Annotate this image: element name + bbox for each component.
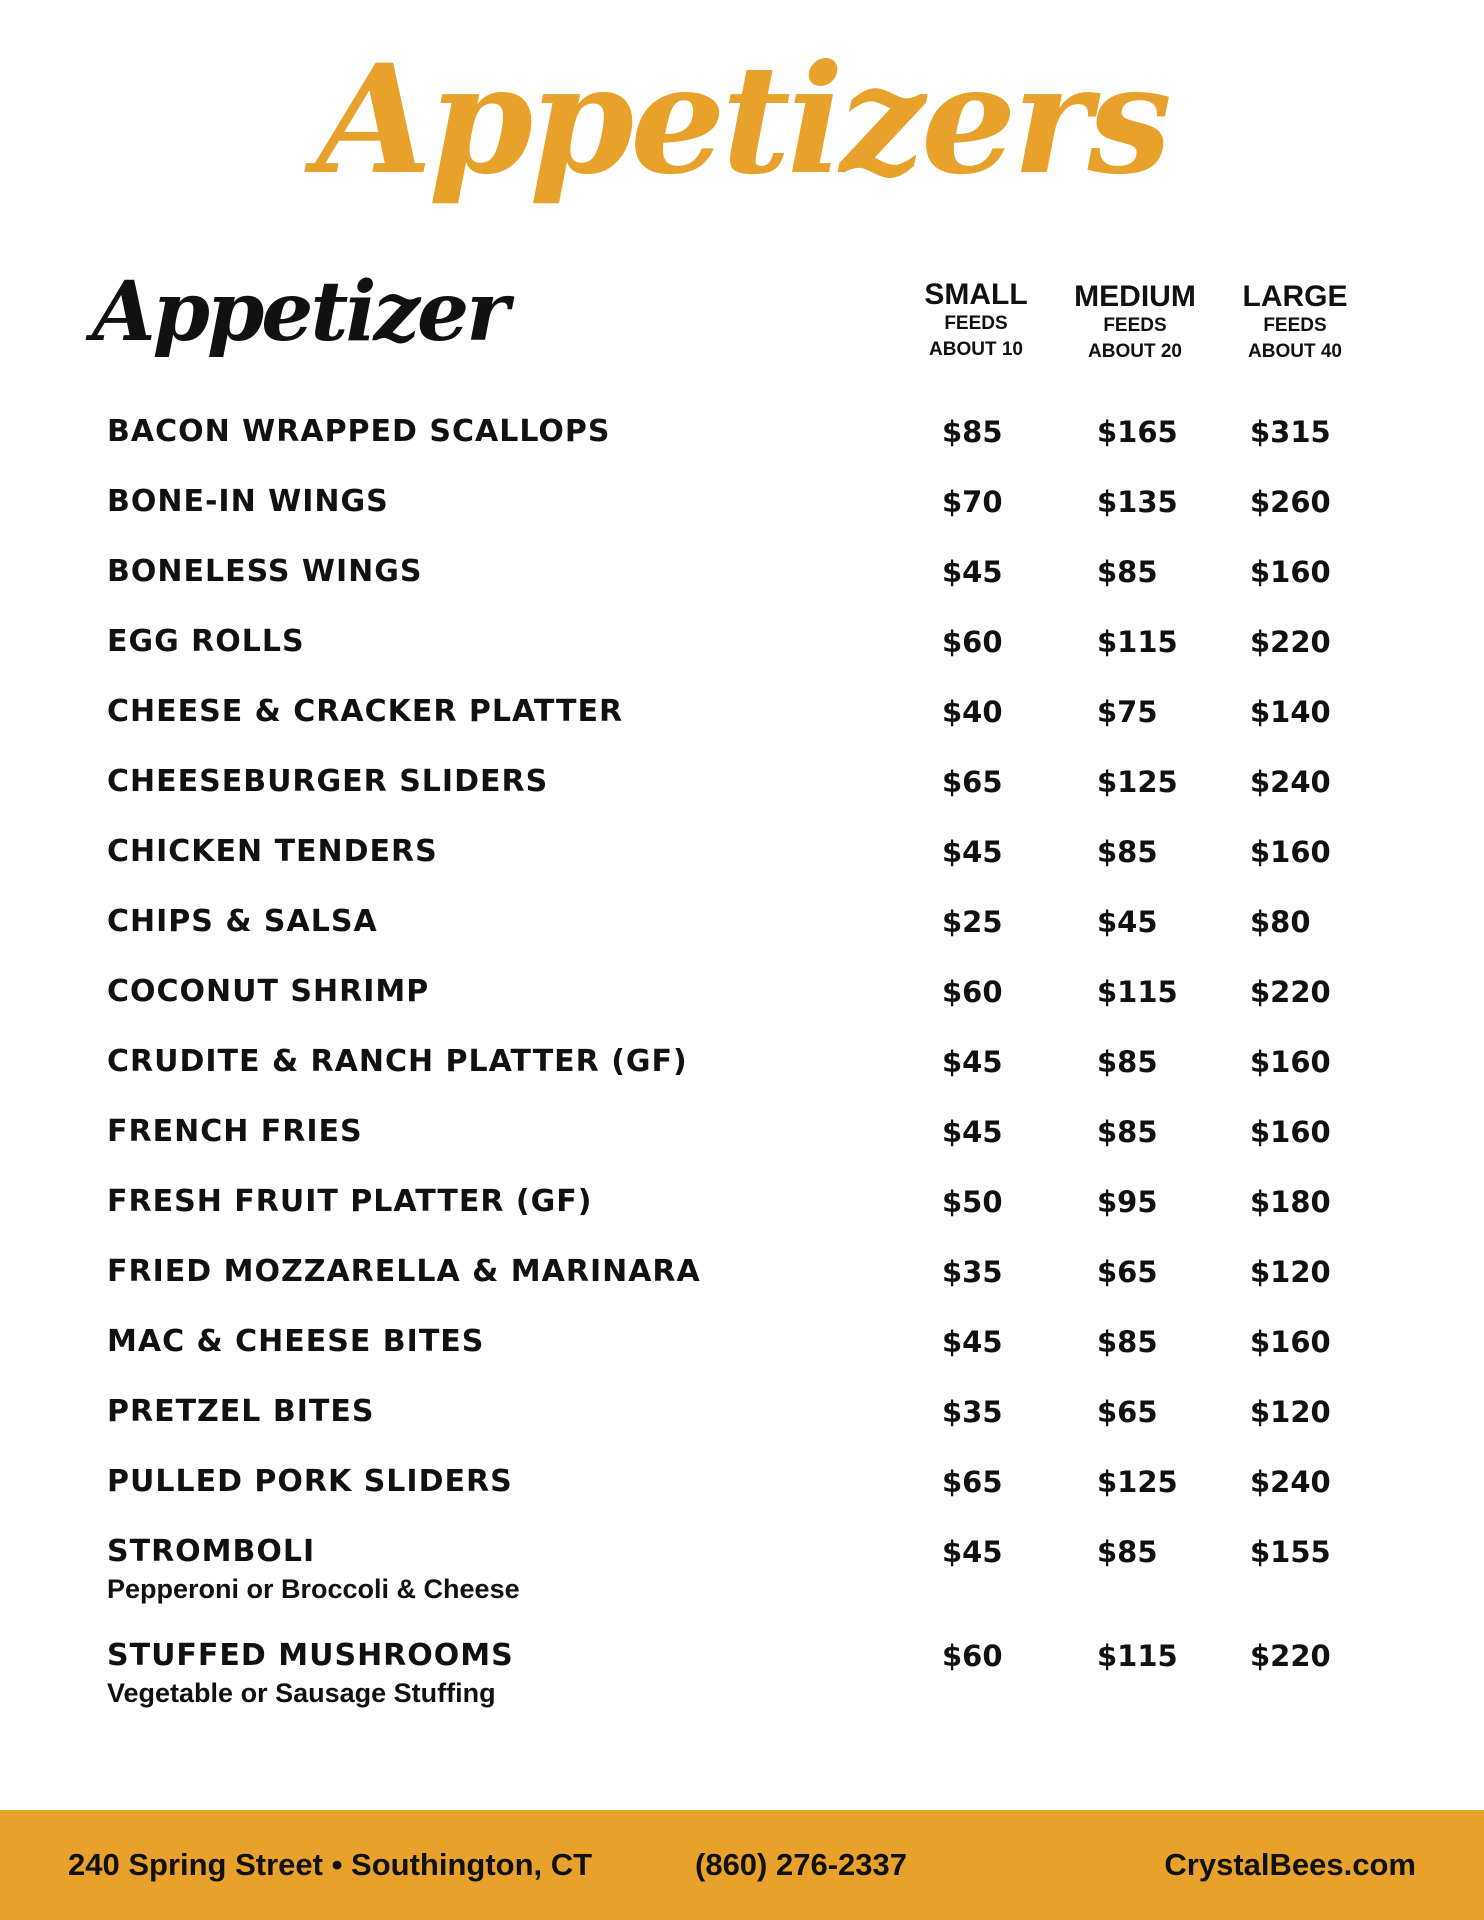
size-name: MEDIUM	[1074, 280, 1196, 313]
size-name: SMALL	[924, 278, 1028, 311]
price-small: $45	[942, 1535, 1003, 1569]
item-name: CRUDITE & RANCH PLATTER (GF)	[107, 1044, 688, 1079]
price-small: $45	[942, 555, 1003, 589]
size-feeds-label: FEEDS	[944, 313, 1008, 334]
price-large: $240	[1250, 1465, 1331, 1499]
menu-item-row	[0, 1532, 1484, 1604]
menu-item-row	[0, 1182, 1484, 1242]
price-small: $65	[942, 1465, 1003, 1499]
footer-phone[interactable]: (860) 276-2337	[695, 1847, 907, 1882]
price-medium: $85	[1097, 1045, 1158, 1079]
size-feeds-count: ABOUT 10	[929, 339, 1023, 360]
menu-item-row	[0, 1042, 1484, 1102]
item-description: Pepperoni or Broccoli & Cheese	[107, 1574, 520, 1604]
page-title: Appetizers	[316, 32, 1168, 208]
price-large: $160	[1250, 1325, 1331, 1359]
price-large: $160	[1250, 835, 1331, 869]
price-large: $220	[1250, 625, 1331, 659]
price-small: $45	[942, 1325, 1003, 1359]
item-name: STUFFED MUSHROOMS	[107, 1638, 514, 1673]
price-large: $120	[1250, 1395, 1331, 1429]
section-title: Appetizer	[92, 264, 507, 360]
price-medium: $85	[1097, 555, 1158, 589]
footer-bar	[0, 1810, 1484, 1920]
price-small: $25	[942, 905, 1003, 939]
price-small: $35	[942, 1255, 1003, 1289]
menu-item-row	[0, 762, 1484, 822]
price-small: $70	[942, 485, 1003, 519]
size-feeds-label: FEEDS	[1263, 315, 1327, 336]
menu-item-row	[0, 1462, 1484, 1522]
item-name: MAC & CHEESE BITES	[107, 1324, 485, 1359]
price-medium: $85	[1097, 1535, 1158, 1569]
footer-website-link[interactable]: CrystalBees.com	[1164, 1847, 1416, 1882]
price-medium: $45	[1097, 905, 1158, 939]
menu-item-row	[0, 1112, 1484, 1172]
price-large: $160	[1250, 555, 1331, 589]
menu-item-row	[0, 412, 1484, 472]
item-description: Vegetable or Sausage Stuffing	[107, 1678, 496, 1708]
footer-address: 240 Spring Street • Southington, CT	[68, 1847, 593, 1882]
price-large: $140	[1250, 695, 1331, 729]
menu-item-row	[0, 692, 1484, 752]
menu-item-row	[0, 902, 1484, 962]
price-small: $35	[942, 1395, 1003, 1429]
price-medium: $115	[1097, 625, 1178, 659]
price-small: $60	[942, 1639, 1003, 1673]
item-name: FRENCH FRIES	[107, 1114, 363, 1149]
item-name: EGG ROLLS	[107, 624, 305, 659]
menu-item-row	[0, 832, 1484, 892]
price-large: $160	[1250, 1045, 1331, 1079]
item-name: FRIED MOZZARELLA & MARINARA	[107, 1254, 701, 1289]
price-medium: $115	[1097, 975, 1178, 1009]
price-small: $45	[942, 835, 1003, 869]
price-large: $155	[1250, 1535, 1331, 1569]
price-medium: $65	[1097, 1395, 1158, 1429]
menu-item-row	[0, 1252, 1484, 1312]
price-large: $315	[1250, 415, 1331, 449]
price-medium: $95	[1097, 1185, 1158, 1219]
item-name: FRESH FRUIT PLATTER (GF)	[107, 1184, 593, 1219]
item-name: CHEESEBURGER SLIDERS	[107, 764, 549, 799]
price-small: $85	[942, 415, 1003, 449]
item-name: CHICKEN TENDERS	[107, 834, 438, 869]
menu-item-row	[0, 622, 1484, 682]
item-name: BONE-IN WINGS	[107, 484, 389, 519]
price-large: $160	[1250, 1115, 1331, 1149]
price-small: $50	[942, 1185, 1003, 1219]
price-medium: $165	[1097, 415, 1178, 449]
menu-item-row	[0, 1392, 1484, 1452]
price-large: $220	[1250, 975, 1331, 1009]
price-medium: $85	[1097, 1325, 1158, 1359]
price-small: $65	[942, 765, 1003, 799]
item-name: BACON WRAPPED SCALLOPS	[107, 414, 611, 449]
item-name: CHEESE & CRACKER PLATTER	[107, 694, 624, 729]
price-large: $120	[1250, 1255, 1331, 1289]
price-small: $40	[942, 695, 1003, 729]
price-large: $240	[1250, 765, 1331, 799]
size-feeds-count: ABOUT 20	[1088, 341, 1182, 362]
price-small: $45	[942, 1045, 1003, 1079]
size-feeds-count: ABOUT 40	[1248, 341, 1342, 362]
price-medium: $125	[1097, 1465, 1178, 1499]
menu-item-row	[0, 1636, 1484, 1708]
price-large: $180	[1250, 1185, 1331, 1219]
price-medium: $85	[1097, 835, 1158, 869]
price-medium: $85	[1097, 1115, 1158, 1149]
size-name: LARGE	[1242, 280, 1348, 313]
item-name: PRETZEL BITES	[107, 1394, 375, 1429]
price-small: $45	[942, 1115, 1003, 1149]
size-feeds-label: FEEDS	[1103, 315, 1167, 336]
price-large: $220	[1250, 1639, 1331, 1673]
price-medium: $125	[1097, 765, 1178, 799]
price-medium: $135	[1097, 485, 1178, 519]
price-medium: $75	[1097, 695, 1158, 729]
item-name: CHIPS & SALSA	[107, 904, 378, 939]
price-medium: $115	[1097, 1639, 1178, 1673]
menu-item-row	[0, 972, 1484, 1032]
menu-item-row	[0, 482, 1484, 542]
menu-item-row	[0, 1322, 1484, 1382]
item-name: STROMBOLI	[107, 1534, 316, 1569]
item-name: PULLED PORK SLIDERS	[107, 1464, 513, 1499]
price-large: $260	[1250, 485, 1331, 519]
menu-item-row	[0, 552, 1484, 612]
price-large: $80	[1250, 905, 1311, 939]
item-name: BONELESS WINGS	[107, 554, 423, 589]
price-medium: $65	[1097, 1255, 1158, 1289]
price-small: $60	[942, 975, 1003, 1009]
item-name: COCONUT SHRIMP	[107, 974, 430, 1009]
price-small: $60	[942, 625, 1003, 659]
